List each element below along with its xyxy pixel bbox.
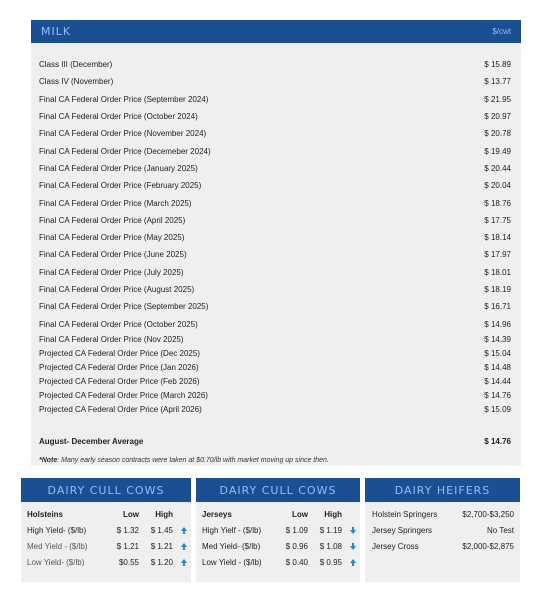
- cull-label: Low Yield- ($/lb): [27, 557, 85, 567]
- cull-row: [27, 538, 187, 554]
- cull-low-value: $0.55: [118, 557, 139, 567]
- cull-jerseys-header: [196, 478, 360, 502]
- milk-price-row: [31, 264, 521, 281]
- milk-price-row: [31, 229, 521, 246]
- heifer-row: [372, 522, 514, 538]
- milk-price-value: $ 18.14: [484, 233, 511, 243]
- milk-price-value: $ 20.44: [484, 163, 511, 173]
- milk-price-label: Projected CA Federal Order Price (April 2026): [39, 404, 202, 414]
- milk-price-row: [31, 56, 521, 73]
- cull-holsteins-table: [27, 506, 187, 570]
- trend-cell: [173, 526, 187, 535]
- col-low: Low: [123, 509, 139, 519]
- cull-jerseys-header-row: [202, 506, 356, 522]
- milk-price-value: $ 17.75: [484, 215, 511, 225]
- milk-price-value: $ 20.04: [484, 181, 511, 191]
- heifer-label: Jersey Springers: [372, 525, 433, 535]
- cull-jerseys-title: DAIRY CULL COWS: [219, 483, 337, 497]
- cull-high-value: $ 0.95: [319, 557, 342, 567]
- milk-price-row: [31, 388, 521, 402]
- arrow-up-icon: [181, 543, 187, 547]
- cull-high-value: $ 1.20: [150, 557, 173, 567]
- cull-high-value: $ 1.08: [319, 541, 342, 551]
- milk-price-list: [31, 56, 521, 416]
- milk-price-label: Projected CA Federal Order Price (March 2026): [39, 390, 208, 400]
- milk-price-label: Final CA Federal Order Price (September 2024): [39, 94, 209, 104]
- milk-price-row: [31, 347, 521, 361]
- cull-row: [27, 522, 187, 538]
- milk-price-label: Projected CA Federal Order Price (Feb 2026): [39, 376, 200, 386]
- arrow-up-icon: [350, 559, 356, 563]
- milk-price-label: Final CA Federal Order Price (October 2025): [39, 319, 198, 329]
- milk-price-label: Class IV (November): [39, 77, 114, 87]
- milk-price-value: $ 14.76: [484, 390, 511, 400]
- milk-price-row: [31, 194, 521, 211]
- cull-row: [202, 554, 356, 570]
- dairy-heifers-panel: [365, 478, 520, 582]
- milk-price-label: Final CA Federal Order Price (March 2025): [39, 198, 192, 208]
- cull-high-value: $ 1.45: [150, 525, 173, 535]
- heifer-label: Jersey Cross: [372, 541, 419, 551]
- milk-price-row: [31, 91, 521, 108]
- trend-cell: [173, 558, 187, 567]
- milk-note-text: : Many early season contracts were taken at $0.70/lb with market moving up since then.: [57, 457, 329, 464]
- cull-holsteins-title: DAIRY CULL COWS: [47, 483, 165, 497]
- milk-price-row: [31, 315, 521, 332]
- milk-header: [31, 20, 521, 43]
- cull-jerseys-table: [202, 506, 356, 570]
- milk-note: [39, 457, 329, 464]
- milk-price-label: Final CA Federal Order Price (July 2025): [39, 267, 184, 277]
- trend-cell: [342, 526, 356, 535]
- heifers-title: DAIRY HEIFERS: [394, 483, 491, 497]
- trend-cell: [342, 558, 356, 567]
- milk-price-label: Final CA Federal Order Price (October 2024): [39, 112, 198, 122]
- milk-price-row: [31, 246, 521, 263]
- heifer-label: Holstein Springers: [372, 509, 438, 519]
- col-high: High: [324, 509, 342, 519]
- arrow-up-icon: [181, 527, 187, 531]
- milk-price-value: $ 14.48: [484, 362, 511, 372]
- arrow-down-icon: [350, 546, 356, 550]
- milk-price-value: $ 13.77: [484, 77, 511, 87]
- milk-price-label: Final CA Federal Order Price (January 2025): [39, 163, 198, 173]
- milk-price-label: Final CA Federal Order Price (February 2025): [39, 181, 202, 191]
- col-low: Low: [292, 509, 308, 519]
- heifer-value: No Test: [487, 525, 514, 535]
- milk-price-value: $ 14.39: [484, 335, 511, 345]
- cull-label: High Yielf - ($/lb): [202, 525, 262, 535]
- milk-price-label: Final CA Federal Order Price (August 2025): [39, 285, 195, 294]
- cull-low-value: $ 1.32: [116, 525, 139, 535]
- milk-panel: [31, 20, 521, 466]
- cull-label: High Yield- ($/lb): [27, 525, 87, 535]
- milk-price-row: [31, 177, 521, 194]
- cull-holsteins-header-row: [27, 506, 187, 522]
- milk-price-label: Projected CA Federal Order Price (Dec 2025): [39, 349, 200, 359]
- milk-price-value: $ 21.95: [484, 94, 511, 104]
- milk-price-label: Final CA Federal Order Price (May 2025): [39, 233, 185, 243]
- cull-label: Low Yield - ($/lb): [202, 557, 262, 567]
- milk-price-value: $ 17.97: [484, 250, 511, 260]
- cull-low-value: $ 1.09: [285, 525, 308, 535]
- milk-price-label: Final CA Federal Order Price (November 2024): [39, 129, 207, 139]
- milk-price-label: Projected CA Federal Order Price (Jan 2026): [39, 362, 199, 372]
- heifers-table: [372, 506, 514, 554]
- cull-low-value: $ 0.40: [285, 557, 308, 567]
- milk-price-row: [31, 160, 521, 177]
- heifer-row: [372, 506, 514, 522]
- milk-price-value: $ 14.44: [484, 376, 511, 386]
- milk-price-value: $ 19.49: [484, 146, 511, 156]
- arrow-down-icon: [350, 530, 356, 534]
- arrow-up-icon: [181, 559, 187, 563]
- milk-price-label: Final CA Federal Order Price (April 2025): [39, 215, 186, 225]
- milk-note-prefix: *Note: [39, 457, 58, 464]
- cull-cows-jerseys-panel: [196, 478, 360, 582]
- cull-holsteins-header: [21, 478, 191, 502]
- milk-average-label: August- December Average: [39, 437, 144, 446]
- milk-price-value: $ 15.04: [484, 349, 511, 359]
- milk-price-value: $ 18.76: [484, 198, 511, 208]
- cull-row: [202, 522, 356, 538]
- milk-price-row: [31, 125, 521, 142]
- col-holsteins: Holsteins: [27, 509, 64, 519]
- milk-price-row: [31, 374, 521, 388]
- milk-price-value: $ 16.71: [484, 302, 511, 312]
- milk-price-value: $ 15.89: [484, 60, 511, 70]
- cull-high-value: $ 1.21: [150, 541, 173, 551]
- milk-price-row: [31, 142, 521, 159]
- heifers-header: [365, 478, 520, 502]
- cull-row: [202, 538, 356, 554]
- milk-price-row: [31, 73, 521, 90]
- cull-cows-holsteins-panel: [21, 478, 191, 582]
- milk-price-row: [31, 212, 521, 229]
- milk-price-row: [31, 402, 521, 416]
- cull-low-value: $ 1.21: [116, 541, 139, 551]
- milk-price-row: [31, 333, 521, 347]
- col-high: High: [155, 509, 173, 519]
- trend-cell: [342, 542, 356, 551]
- milk-price-value: $ 20.78: [484, 129, 511, 139]
- milk-price-value: $ 15.09: [484, 404, 511, 414]
- cull-label: Med Yield- ($/lb): [202, 541, 261, 551]
- milk-price-label: Final CA Federal Order Price (Nov 2025): [39, 335, 184, 345]
- heifer-row: [372, 538, 514, 554]
- milk-price-row: [31, 298, 521, 315]
- milk-price-value: $ 20.97: [484, 112, 511, 122]
- heifer-value: $2,000-$2,875: [462, 541, 514, 551]
- milk-title: MILK: [41, 25, 72, 38]
- cull-high-value: $ 1.19: [319, 525, 342, 535]
- milk-price-label: Final CA Federal Order Price (June 2025): [39, 250, 187, 260]
- cull-low-value: $ 0.96: [285, 541, 308, 551]
- milk-price-label: Class III (December): [39, 60, 113, 70]
- heifer-value: $2,700-$3,250: [462, 509, 514, 519]
- cull-label: Med Yield - ($/lb): [27, 541, 88, 551]
- col-jerseys: Jerseys: [202, 509, 232, 519]
- milk-unit: $/cwt: [492, 27, 511, 36]
- milk-price-row: [31, 361, 521, 375]
- milk-price-label: Final CA Federal Order Price (September 2025): [39, 302, 209, 312]
- milk-average-row: [39, 437, 511, 446]
- milk-average-value: $ 14.76: [484, 437, 511, 446]
- milk-price-label: Final CA Federal Order Price (Decemeber 2024): [39, 146, 211, 156]
- milk-price-row: [31, 108, 521, 125]
- milk-price-value: $ 18.01: [484, 267, 511, 277]
- cull-row: [27, 554, 187, 570]
- milk-price-value: $ 18.19: [484, 285, 511, 294]
- milk-price-row: [31, 281, 521, 298]
- milk-price-value: $ 14.96: [484, 319, 511, 329]
- trend-cell: [173, 542, 187, 551]
